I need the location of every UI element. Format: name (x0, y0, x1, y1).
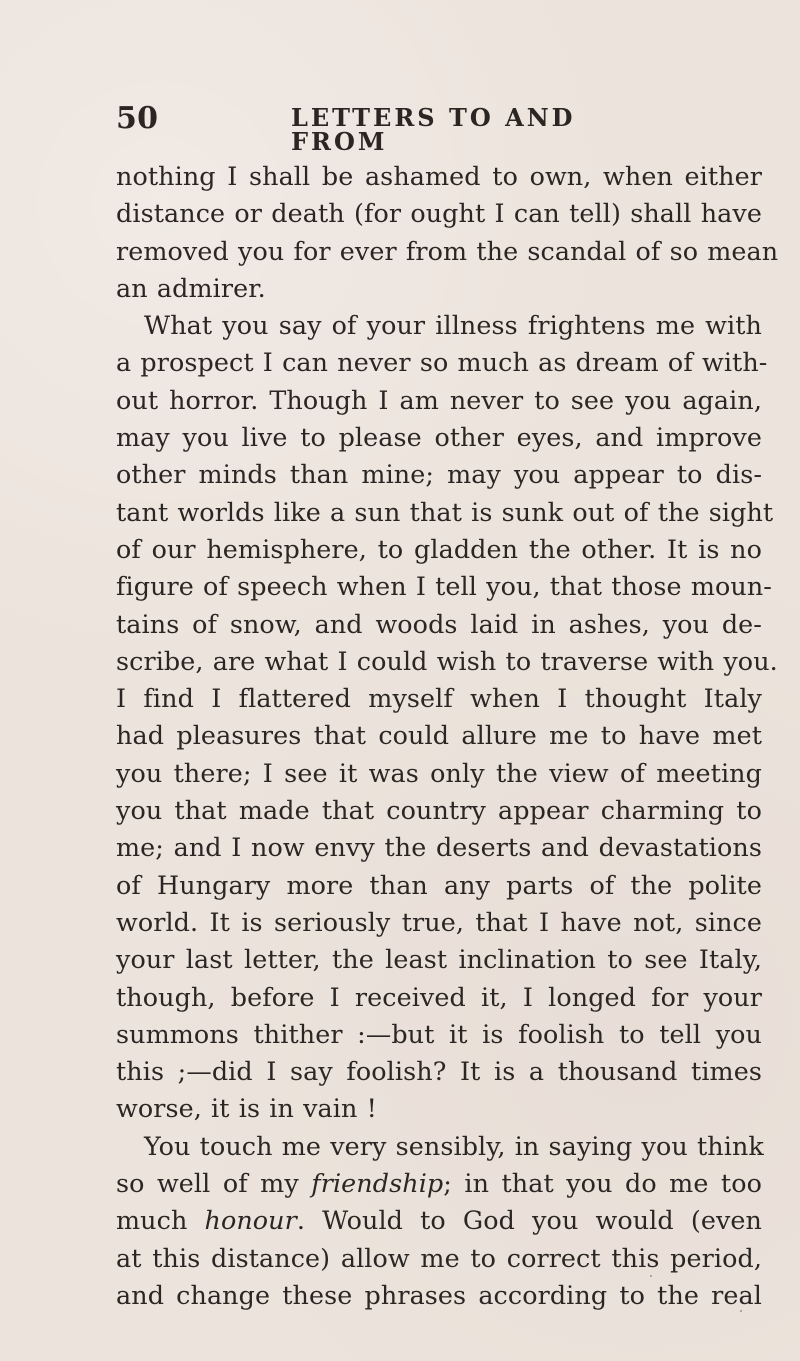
text-line-28-part-3: ; in that you do me too (443, 1168, 762, 1199)
text-line-5: What you say of your illness frightens me with (144, 310, 762, 341)
text-line-11: of our hemisphere, to gladden the other. It is no (116, 533, 762, 564)
text-line-2: distance or death (for ought I can tell) shall have (116, 198, 762, 229)
text-line-10: tant worlds like a sun that is sunk out of the sight (116, 496, 774, 527)
text-line-24: summons thither :—but it is foolish to tell you (116, 1018, 762, 1049)
text-line-29-part-1: much (116, 1205, 205, 1236)
text-line-4: an admirer. (116, 272, 266, 303)
text-line-1: nothing I shall be ashamed to own, when either (116, 161, 762, 191)
text-line-12: figure of speech when I tell you, that those moun- (116, 571, 772, 602)
text-line-8: may you live to please other eyes, and improve (116, 422, 762, 453)
text-line-19: me; and I now envy the deserts and devastations (116, 832, 762, 863)
text-line-30: at this distance) allow me to correct this period, (116, 1242, 762, 1273)
text-line-29-part-3: . Would to God you would (even (296, 1205, 762, 1236)
running-head (116, 101, 636, 156)
text-line-27: You touch me very sensibly, in saying you think (144, 1130, 764, 1161)
text-line-13: tains of snow, and woods laid in ashes, you de- (116, 608, 762, 639)
italic-honour: honour (204, 1205, 297, 1236)
text-line-22: your last letter, the least inclination to see Italy, (116, 944, 762, 975)
italic-friendship: friendship (311, 1168, 444, 1199)
text-line-31: and change these phrases according to the real (116, 1279, 762, 1310)
body-text (116, 158, 779, 1314)
running-title: LETTERS TO AND FROM (291, 103, 576, 156)
text-line-26: worse, it is in vain ! (116, 1093, 377, 1124)
text-line-15: I find I flattered myself when I thought Italy (116, 683, 762, 714)
text-line-25: this ;—did I say foolish? It is a thousand times (116, 1056, 762, 1087)
text-line-14: scribe, are what I could wish to traverse with you. (116, 645, 778, 676)
paper-speck (740, 1310, 742, 1312)
text-line-21: world. It is seriously true, that I have not, since (116, 906, 762, 937)
text-line-23: though, before I received it, I longed for your (116, 981, 762, 1012)
text-line-9: other minds than mine; may you appear to dis- (116, 459, 762, 490)
text-line-20: of Hungary more than any parts of the polite (116, 869, 762, 900)
text-line-17: you there; I see it was only the view of meeting (116, 757, 762, 788)
text-line-6: a prospect I can never so much as dream of with- (116, 347, 768, 378)
text-line-16: had pleasures that could allure me to have met (116, 720, 762, 751)
text-line-3: removed you for ever from the scandal of so mean (116, 235, 779, 266)
page-number: 50 (116, 101, 159, 136)
text-line-7: out horror. Though I am never to see you again, (116, 384, 762, 415)
paper-speck (606, 1180, 608, 1182)
text-line-18: you that made that country appear charming to (116, 795, 762, 826)
text-line-28-part-1: so well of my (116, 1168, 312, 1199)
text-line-29 (116, 1202, 762, 1239)
paper-speck (650, 1275, 652, 1277)
text-line-28 (116, 1165, 762, 1202)
